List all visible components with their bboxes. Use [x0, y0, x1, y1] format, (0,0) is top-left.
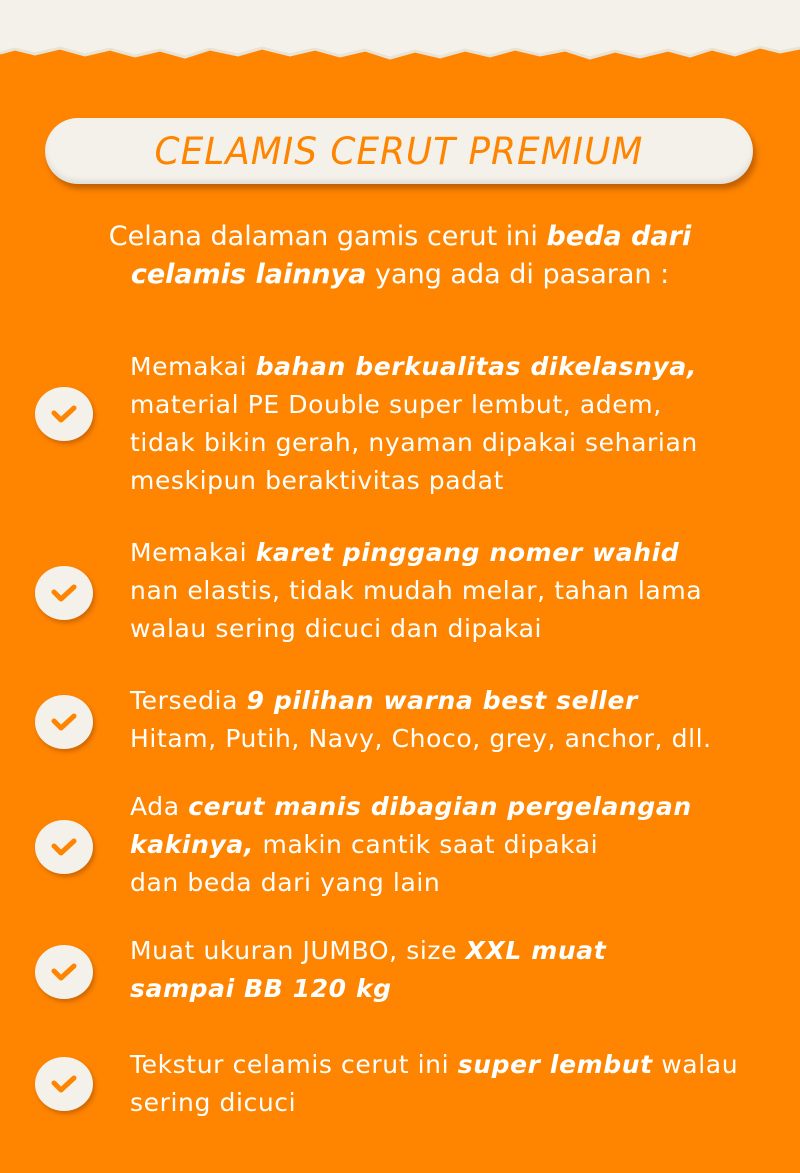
feature-text [130, 682, 770, 758]
feature-text-bold: karet pinggang nomer wahid [255, 538, 680, 567]
feature-text [130, 534, 770, 648]
feature-text-bold: kakinya, [130, 830, 254, 859]
feature-text-line: tidak bikin gerah, nyaman dipakai seharian [130, 428, 698, 457]
check-icon [35, 695, 93, 749]
feature-text-plain: Muat ukuran JUMBO, size [130, 936, 466, 965]
intro-plain-1: Celana dalaman gamis cerut ini [108, 221, 547, 252]
check-icon [35, 566, 93, 620]
intro-text [60, 218, 740, 294]
intro-plain-2: yang ada di pasaran : [366, 259, 670, 290]
feature-text-line: nan elastis, tidak mudah melar, tahan lama [130, 576, 703, 605]
feature-text-bold: super lembut [457, 1050, 653, 1079]
feature-text-bold: XXL muat [465, 936, 607, 965]
feature-text-plain: makin cantik saat dipakai [253, 830, 599, 859]
feature-text-plain: Tekstur celamis cerut ini [130, 1050, 458, 1079]
feature-text-plain: Ada [130, 792, 189, 821]
title-banner [45, 118, 753, 184]
check-icon [35, 1057, 93, 1111]
feature-text-line: sering dicuci [130, 1088, 297, 1117]
feature-text-plain: Tersedia [130, 686, 247, 715]
feature-text-bold: cerut manis dibagian pergelangan [188, 792, 692, 821]
feature-text-bold: sampai BB 120 kg [130, 974, 392, 1003]
feature-text-plain: Memakai [130, 538, 256, 567]
check-icon [35, 387, 93, 441]
feature-text-line: walau sering dicuci dan dipakai [130, 614, 543, 643]
feature-text-bold: 9 pilihan warna best seller [246, 686, 638, 715]
check-icon [35, 820, 93, 874]
feature-text-plain: Memakai [130, 352, 256, 381]
page-title: CELAMIS CERUT PREMIUM [154, 129, 644, 173]
feature-text-line: meskipun beraktivitas padat [130, 466, 504, 495]
feature-text-line: dan beda dari yang lain [130, 868, 441, 897]
feature-text-plain: walau [652, 1050, 739, 1079]
feature-text [130, 788, 770, 902]
feature-text-line: Hitam, Putih, Navy, Choco, grey, anchor, dll. [130, 724, 712, 753]
feature-text-line: material PE Double super lembut, adem, [130, 390, 662, 419]
intro-bold-1: beda dari [546, 221, 692, 252]
feature-text-bold: bahan berkualitas dikelasnya, [255, 352, 697, 381]
feature-text [130, 1046, 770, 1122]
check-icon [35, 945, 93, 999]
feature-text [130, 348, 770, 500]
torn-paper-edge [0, 0, 800, 70]
intro-bold-2: celamis lainnya [130, 259, 367, 290]
feature-text [130, 932, 770, 1008]
